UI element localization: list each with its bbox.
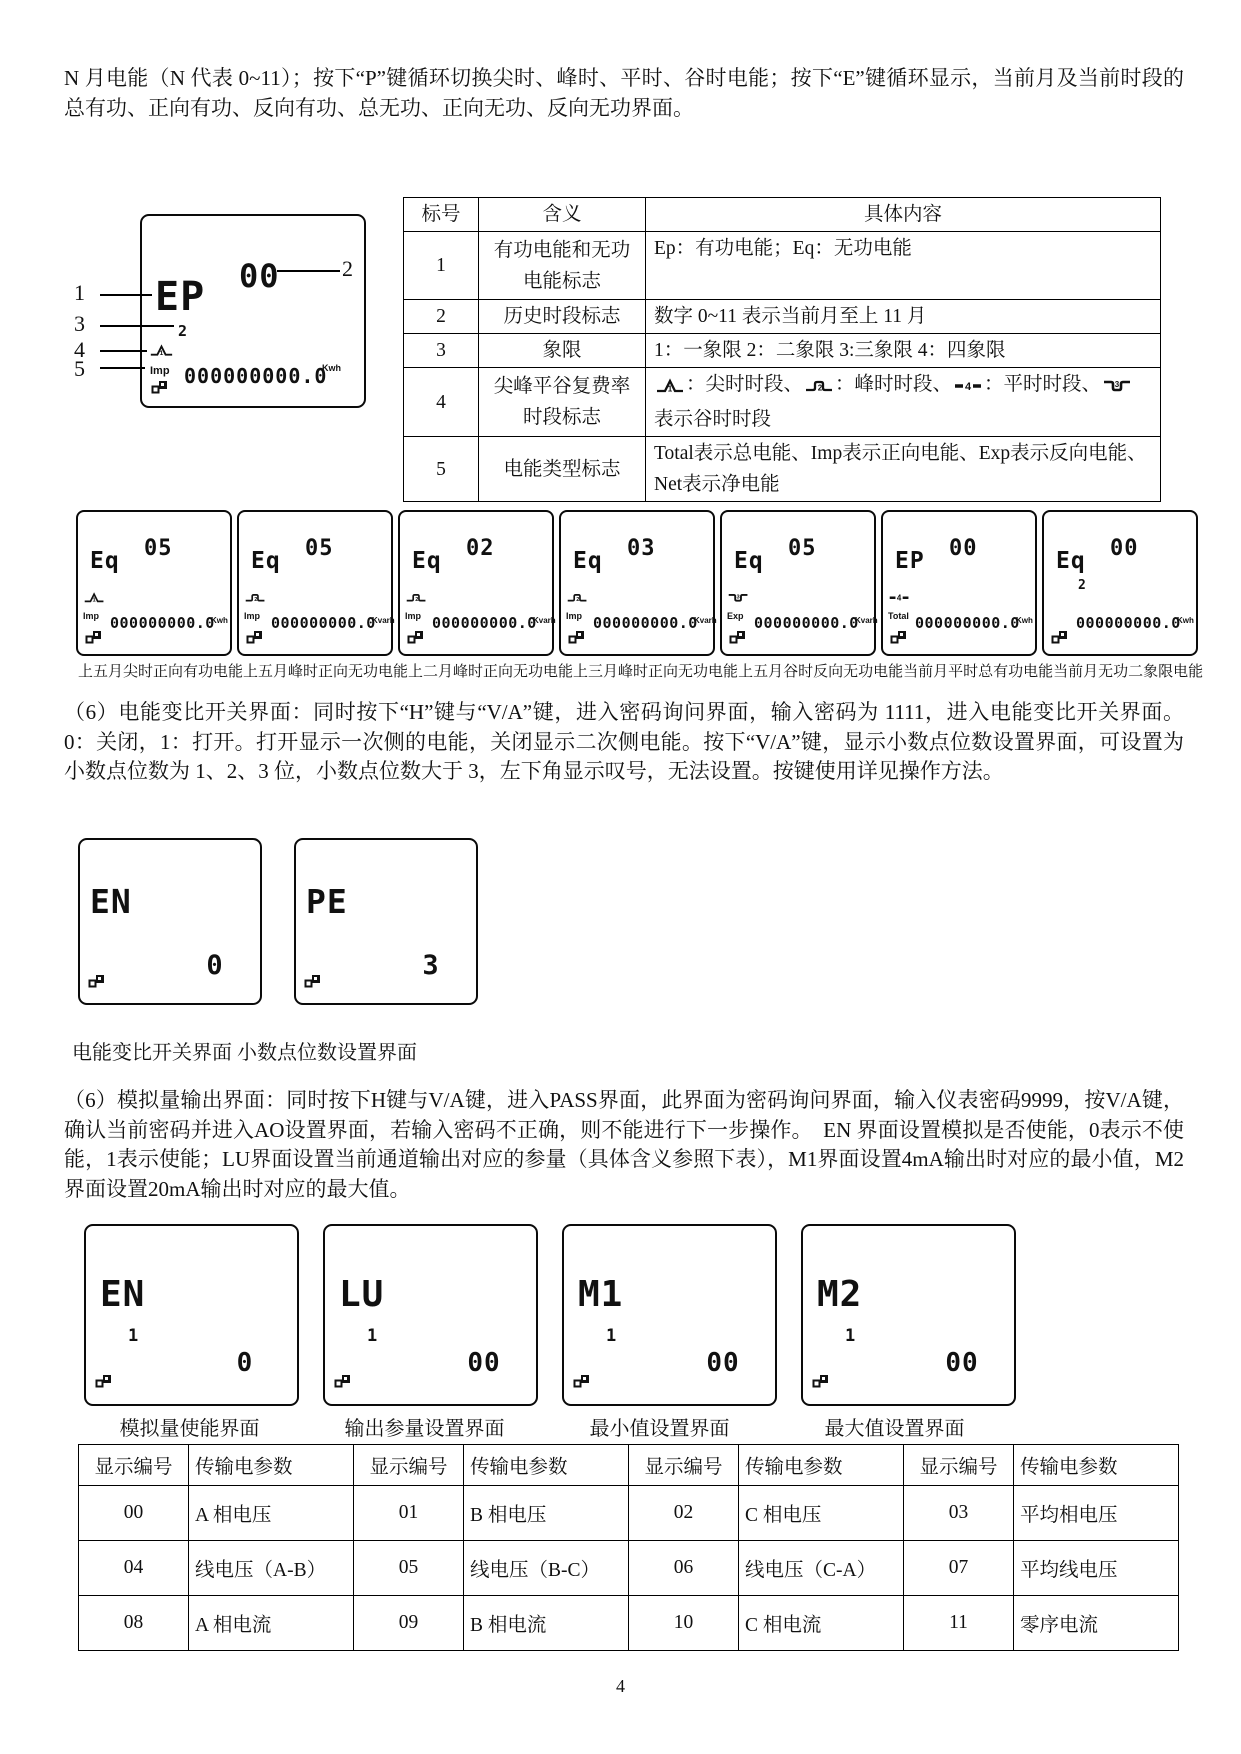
svg-text:2: 2 [576,597,580,603]
lcd-caption: 当前月无功二象限电能 [1053,664,1204,680]
history-lcd-display [720,510,876,656]
callout-3: 3 [74,311,85,336]
lcd-energy-type-label: Exp [727,611,744,621]
setting-label: PE [306,882,348,921]
legend-header-detail: 具体内容 [646,198,1161,232]
lcd-energy-type-label: Imp [244,611,261,621]
comm-icon [568,630,587,650]
lcd-caption: 当前月平时总有功电能 [903,664,1054,680]
callout-line-5 [100,367,145,369]
callout-line-2 [277,270,340,272]
analog-setting-lcd-display [323,1224,538,1406]
lcd-quadrant-sub: 2 [1078,578,1087,593]
comm-icon [151,380,170,400]
legend-row-meaning: 历史时段标志 [479,300,646,334]
svg-text:4: 4 [964,381,972,393]
lcd-month-value: 00 [949,536,978,561]
legend-row-no: 2 [404,300,479,334]
legend-row-no: 3 [404,334,479,368]
setting-sub: 1 [606,1326,618,1346]
lcd-month-value: 03 [627,536,656,561]
lcd-unit-label: Kvarh [694,616,717,625]
history-lcd-display [398,510,554,656]
lcd-energy-label: Eq [251,548,281,574]
lcd-unit-label: Kvarh [372,616,395,625]
lcd-digits: 000000000.0 [915,614,1020,632]
history-lcd-display [1042,510,1198,656]
tariff-hump-icon [245,592,265,607]
setting-value: 0 [206,950,224,981]
history-lcd-display [559,510,715,656]
svg-text:3: 3 [736,594,740,601]
setting-value: 0 [236,1348,254,1378]
legend-header-meaning: 含义 [479,198,646,232]
param-name: B 相电压 [464,1486,629,1541]
setting-sub: 1 [367,1326,379,1346]
lcd-energy-type-label: Imp [405,611,422,621]
history-lcd-strip [76,510,1198,656]
analog-setting-lcd-display [801,1224,1016,1406]
callout-line-4 [100,350,147,352]
param-table-row [79,1541,1179,1596]
param-name: 线电压（B-C） [464,1541,629,1596]
param-code: 00 [79,1486,189,1541]
param-header: 传输电参数 [1014,1445,1179,1486]
legend-header-no: 标号 [404,198,479,232]
lcd-caption: 上五月峰时正向无功电能 [243,664,409,680]
legend-tariff-text: ：尖时时段、 [686,374,804,395]
param-code: 09 [354,1596,464,1651]
lcd-unit-label: Kwh [322,363,341,373]
param-name: 零序电流 [1014,1596,1179,1651]
param-code: 04 [79,1541,189,1596]
tariff-hump-icon [406,592,426,607]
legend-row-meaning: 尖峰平谷复费率时段标志 [479,368,646,437]
comm-icon [304,974,323,994]
setting-label: EN [90,882,132,921]
lcd-month-value: 05 [788,536,817,561]
lcd-energy-type-label: Imp [150,365,170,377]
setting-value: 00 [467,1348,501,1378]
tariff-hump-icon [805,373,833,404]
setting-value: 00 [706,1348,740,1378]
main-lcd-display [140,214,366,408]
analog-panel-row [84,1224,1016,1406]
tariff-hump-icon [567,592,587,607]
param-code: 08 [79,1596,189,1651]
legend-row-no: 4 [404,368,479,437]
legend-tariff-text: ：平时时段、 [984,374,1102,395]
legend-row-detail: Total表示总电能、Imp表示正向电能、Exp表示反向电能、Net表示净电能 [646,437,1161,502]
lcd-energy-label: Eq [412,548,442,574]
lcd-energy-type-label: Imp [566,611,583,621]
param-name: C 相电流 [739,1596,904,1651]
setting-lcd-display [294,838,478,1005]
analog-paragraph: （6）模拟量输出界面：同时按下H键与V/A键，进入PASS界面，此界面为密码询问界面，输入仪表密码9999，按V/A键，确认当前密码并进入AO设置界面，若输入密码不正确，则不能进行下一步操作。 EN 界面设置模拟是否使能，0表示不使能，1表示使能；LU界面设置当前通道输出对应的参量（具体含义参照下表），M1界面设置4mA输出时对应的最小值，M2界面设置20mA输出时对应的最大值。 [64,1088,1184,1201]
lcd-month-value: 00 [1110,536,1139,561]
setting-label: M1 [578,1274,624,1315]
comm-icon [729,630,748,650]
tariff-flat-icon [954,373,982,404]
setting-sub: 1 [128,1326,140,1346]
lcd-energy-type-label: Imp [83,611,100,621]
param-header: 传输电参数 [464,1445,629,1486]
param-table-row [79,1596,1179,1651]
tariff-valley-icon [728,592,748,607]
setting-value: 3 [422,950,440,981]
param-name: 平均相电压 [1014,1486,1179,1541]
history-lcd-captions [78,660,1204,681]
intro-paragraph: N 月电能（N 代表 0~11）；按下“P”键循环切换尖时、峰时、平时、谷时电能；按下“E”键循环显示，当前月及当前时段的总有功、正向有功、反向有功、总无功、正向无功、反向无功界面。 [64,66,1184,120]
svg-text:2: 2 [817,383,823,393]
lcd-month-value: 05 [144,536,173,561]
legend-row-meaning: 有功电能和无功电能标志 [479,232,646,300]
legend-row-no: 5 [404,437,479,502]
analog-panel-caption: 模拟量使能界面 [119,1418,260,1440]
legend-tariff-icons-cell [646,368,1161,437]
tariff-flat-icon [889,592,909,607]
tariff-valley-icon [1103,373,1131,404]
lcd-month-value: 00 [239,257,280,295]
callout-1: 1 [74,280,85,305]
tariff-peak-icon [656,373,684,404]
legend-tariff-text: 表示谷时时段 [654,409,772,430]
lcd-energy-label: EP [155,274,206,320]
param-code: 02 [629,1486,739,1541]
lcd-energy-label: Eq [90,548,120,574]
svg-text:4: 4 [896,593,902,603]
param-header: 传输电参数 [189,1445,354,1486]
legend-tariff-text: ：峰时时段、 [835,374,953,395]
param-header: 传输电参数 [739,1445,904,1486]
param-name: 平均线电压 [1014,1541,1179,1596]
comm-icon [334,1374,353,1394]
param-code: 06 [629,1541,739,1596]
comm-icon [246,630,265,650]
lcd-energy-label: Eq [734,548,764,574]
setting-label: EN [100,1274,146,1315]
param-code: 07 [904,1541,1014,1596]
callout-line-1 [100,294,152,296]
param-header: 显示编号 [629,1445,739,1486]
lcd-energy-label: Eq [573,548,603,574]
analog-setting-lcd-display [562,1224,777,1406]
lcd-unit-label: Kvarh [533,616,556,625]
lcd-quadrant-sub: 2 [178,322,189,340]
comm-icon [812,1374,831,1394]
callout-4: 4 [74,337,85,362]
svg-text:1: 1 [92,597,96,604]
lcd-month-value: 02 [466,536,495,561]
lcd-digits: 000000000.0 [271,614,376,632]
svg-text:2: 2 [254,597,258,603]
lcd-caption: 上五月尖时正向有功电能 [78,664,244,680]
param-header: 显示编号 [79,1445,189,1486]
callout-5: 5 [74,356,85,381]
param-header: 显示编号 [904,1445,1014,1486]
param-code: 10 [629,1596,739,1651]
param-name: B 相电流 [464,1596,629,1651]
setting-sub: 1 [845,1326,857,1346]
legend-row-detail: 数字 0~11 表示当前月至上 11 月 [646,300,1161,334]
comm-icon [88,974,107,994]
param-code: 11 [904,1596,1014,1651]
lcd-digits: 000000000.0 [184,364,328,388]
svg-text:2: 2 [415,597,419,603]
ratio-panel-row [78,838,478,1005]
param-name: 线电压（A-B） [189,1541,354,1596]
lcd-unit-label: Kvarh [855,616,878,625]
lcd-digits: 000000000.0 [432,614,537,632]
lcd-energy-label: Eq [1056,548,1086,574]
legend-row-meaning: 象限 [479,334,646,368]
comm-icon [95,1374,114,1394]
param-table [78,1444,1179,1651]
history-lcd-display [76,510,232,656]
ratio-paragraph: （6）电能变比开关界面：同时按下“H”键与“V/A”键，进入密码询问界面，输入密码为 1111，进入电能变比开关界面。0：关闭，1：打开。打开显示一次侧的电能，关闭显示二次侧电能。按下“V/A”键，显示小数点位数设置界面，可设置为小数点位数为 1、2、3 位，小数点位数大于 3，左下角显示叹号，无法设置。按键使用详见操作方法。 [64,700,1184,783]
param-code: 03 [904,1486,1014,1541]
ratio-caption: 电能变比开关界面 小数点位数设置界面 [72,1042,417,1064]
lcd-unit-label: Kwh [1016,616,1033,625]
comm-icon [1051,630,1070,650]
lcd-unit-label: Kwh [211,616,228,625]
analog-setting-lcd-display [84,1224,299,1406]
svg-text:1: 1 [159,350,164,358]
lcd-energy-label: EP [895,548,925,574]
lcd-digits: 000000000.0 [593,614,698,632]
callout-line-3 [100,325,174,327]
history-lcd-display [237,510,393,656]
param-name: C 相电压 [739,1486,904,1541]
page-number: 4 [616,1676,625,1696]
legend-row-meaning: 电能类型标志 [479,437,646,502]
param-code: 05 [354,1541,464,1596]
tariff-peak-icon [84,592,104,607]
setting-value: 00 [945,1348,979,1378]
param-code: 01 [354,1486,464,1541]
tariff-peak-icon [150,344,173,361]
lcd-digits: 000000000.0 [110,614,215,632]
lcd-caption: 上五月谷时反向无功电能 [738,664,904,680]
legend-row-no: 1 [404,232,479,300]
analog-panel-caption: 最大值设置界面 [824,1418,965,1440]
param-table-row [79,1486,1179,1541]
comm-icon [85,630,104,650]
comm-icon [407,630,426,650]
legend-row-detail: Ep：有功电能；Eq：无功电能 [646,232,1161,300]
setting-label: M2 [817,1274,863,1315]
param-header: 显示编号 [354,1445,464,1486]
setting-label: LU [339,1274,385,1315]
lcd-energy-type-label: Total [888,611,909,621]
legend-table [403,197,1161,502]
lcd-caption: 上二月峰时正向无功电能 [408,664,574,680]
analog-panel-caption: 最小值设置界面 [589,1418,730,1440]
svg-text:3: 3 [1114,380,1120,389]
lcd-digits: 000000000.0 [754,614,859,632]
lcd-digits: 000000000.0 [1076,614,1181,632]
comm-icon [890,630,909,650]
callout-2: 2 [342,256,353,281]
param-name: 线电压（C-A） [739,1541,904,1596]
history-lcd-display [881,510,1037,656]
analog-panel-caption: 输出参量设置界面 [344,1418,505,1440]
comm-icon [573,1374,592,1394]
lcd-unit-label: Kwh [1177,616,1194,625]
lcd-month-value: 05 [305,536,334,561]
param-name: A 相电压 [189,1486,354,1541]
lcd-caption: 上三月峰时正向无功电能 [573,664,739,680]
analog-captions [84,1412,1000,1441]
setting-lcd-display [78,838,262,1005]
param-name: A 相电流 [189,1596,354,1651]
svg-text:1: 1 [667,384,673,394]
legend-row-detail: 1：一象限 2：二象限 3:三象限 4：四象限 [646,334,1161,368]
